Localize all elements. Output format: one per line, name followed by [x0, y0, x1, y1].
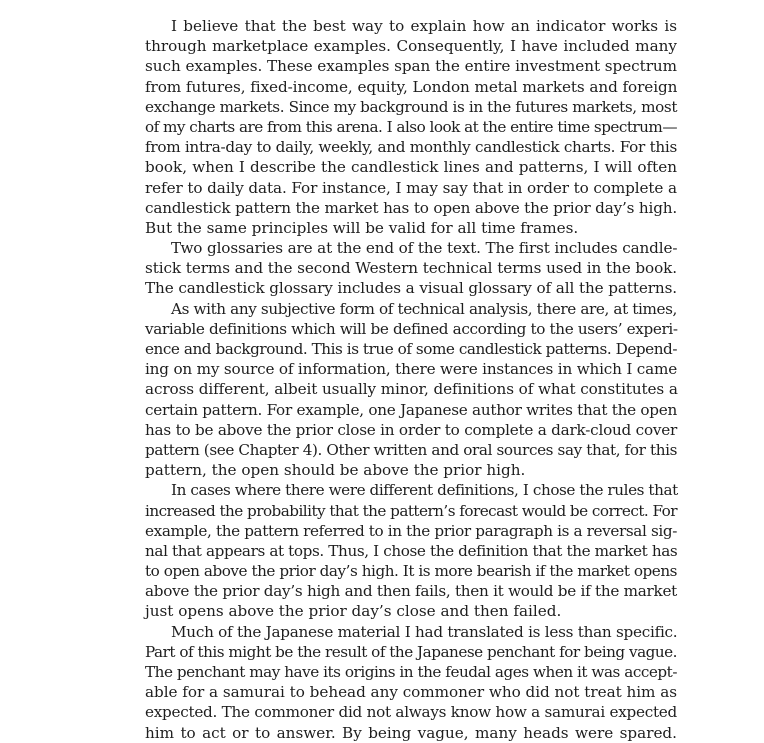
text-line: I believe that the best way to explain how an indicator works is [171, 17, 677, 35]
text-line: example, the pattern referred to in the prior paragraph is a reversal sig- [145, 521, 677, 540]
text-line: him to act or to answer. By being vague, many heads were spared. [145, 723, 677, 742]
text-line: refer to daily data. For instance, I may say that in order to complete a [145, 178, 677, 197]
text-line: increased the probability that the pattern’s forecast would be correct. For [145, 501, 678, 520]
text-line: expected. The commoner did not always know how a samurai expected [145, 703, 678, 722]
text-line: from intra-day to daily, weekly, and monthly candlestick charts. For this [145, 138, 677, 157]
text-line: such examples. These examples span the entire investment spectrum [145, 57, 678, 76]
paragraph-glossaries [145, 238, 677, 299]
text-line: able for a samurai to behead any commoner who did not treat him as [145, 683, 678, 702]
text-line: of my charts are from this arena. I also look at the entire time spectrum— [145, 117, 677, 136]
text-line: variable definitions which will be defined according to the users’ experi- [145, 319, 678, 338]
text-line: across different, albeit usually minor, definitions of what constitutes a [145, 380, 678, 399]
text-line: In cases where there were different definitions, I chose the rules that [171, 481, 678, 500]
text-line: Two glossaries are at the end of the text. The first includes candle- [171, 239, 678, 258]
text-line: from futures, fixed-income, equity, London metal markets and foreign [145, 77, 678, 96]
text-line: just opens above the prior day’s close and then failed. [145, 602, 562, 621]
text-line: Part of this might be the result of the Japanese penchant for being vague. [145, 642, 678, 661]
paragraph-examples [145, 16, 677, 238]
text-line: As with any subjective form of technical analysis, there are, at times, [171, 299, 677, 318]
text-line: ing on my source of information, there were instances in which I came [145, 360, 677, 379]
paragraph-chosen-rules [145, 480, 677, 621]
text-line: above the prior day’s high and then fails, then it would be if the market [145, 582, 678, 601]
text-line: ence and background. This is true of some candlestick patterns. Depend- [145, 340, 677, 358]
text-line: The penchant may have its origins in the feudal ages when it was accept- [145, 663, 677, 681]
text-line: through marketplace examples. Consequently, I have included many [145, 37, 677, 56]
text-line: exchange markets. Since my background is in the futures markets, most [145, 97, 678, 116]
paragraph-variable-definitions [145, 299, 677, 481]
text-line: The candlestick glossary includes a visual glossary of all the patterns. [145, 279, 677, 298]
text-line: certain pattern. For example, one Japanese author writes that the open [145, 400, 677, 419]
page-body [145, 16, 677, 743]
paragraph-japanese-material [145, 622, 677, 743]
text-line: But the same principles will be valid for all time frames. [145, 218, 579, 237]
text-line: book, when I describe the candlestick lines and patterns, I will often [145, 158, 677, 177]
text-line: pattern (see Chapter 4). Other written and oral sources say that, for this [145, 440, 677, 459]
text-line: candlestick pattern the market has to open above the prior day’s high. [145, 198, 677, 217]
text-line: nal that appears at tops. Thus, I chose the definition that the market has [145, 541, 678, 560]
text-line: to open above the prior day’s high. It is more bearish if the market opens [145, 562, 677, 581]
text-line: has to be above the prior close in order to complete a dark-cloud cover [145, 420, 678, 439]
text-line: stick terms and the second Western technical terms used in the book. [145, 259, 678, 278]
text-line: pattern, the open should be above the prior high. [145, 461, 526, 480]
text-line: Much of the Japanese material I had translated is less than specific. [171, 622, 678, 641]
